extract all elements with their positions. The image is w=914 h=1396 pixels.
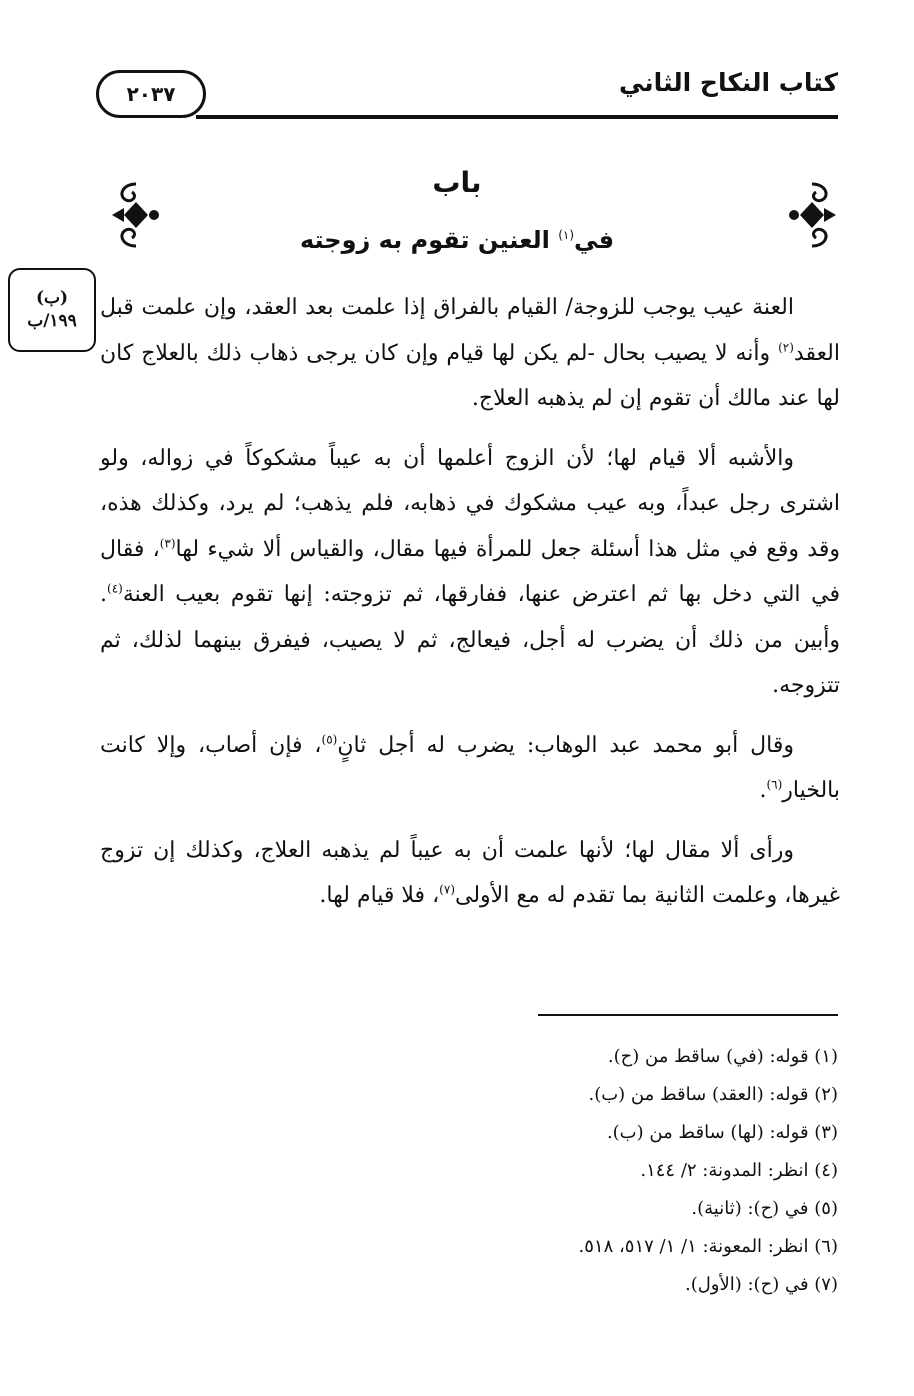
ornament-left-icon [108,180,164,250]
footnote: (٧) في (ح): (الأول). [684,1274,838,1295]
page-number-badge [96,70,206,118]
paragraph [100,723,840,814]
chapter-title-prefix: في [574,226,615,254]
footnote-ref: (٦) [766,777,783,792]
paragraph-text: ، فلا قيام لها. [319,883,440,908]
footnote-ref: (٤) [107,581,123,596]
footnote-ref: (٥) [321,732,338,747]
paragraph-text: ورأى ألا مقال لها؛ لأنها علمت أن به عيباً لم يذهبه العلاج، وكذلك إن تزوج غيرها، وعلمت الثانية بما تقدم له مع الأولى [100,837,840,908]
paragraph-text: العنة عيب يوجب للزوجة/ القيام بالفراق إذا علمت بعد العقد، وإن علمت قبل العقد [100,295,840,366]
manuscript-margin-ref [8,268,96,352]
footnote: (٤) انظر: المدونة: ٢/ ١٤٤. [640,1160,838,1181]
footnote: (٦) انظر: المعونة: ١/ ١/ ٥١٧، ٥١٨. [578,1236,838,1257]
paragraph [100,828,840,919]
paragraph-text: والأشبه ألا قيام لها؛ لأن الزوج أعلمها أن به عيباً مشكوكاً في زواله، ولو اشترى رجل عبداً، وبه عيب مشكوك في ذهابه، فلم يذهب؛ لم يرد، وكذلك هذه، وقد وقع في مثل هذا أسئلة جعل للمرأة فيها مقال، والقياس ألا شيء لها [100,445,840,562]
paragraph-text: . [759,778,767,803]
paragraph-text: . وأبين من ذلك أن يضرب له أجل، فيعالج، ثم لا يصيب، فيفرق بينهما لذلك، ثم تتزوجه. [100,582,840,698]
margin-ref-line1: (ب) [35,288,69,309]
body-text [100,285,840,933]
paragraph [100,436,840,709]
book-title: كتاب النكاح الثاني [619,68,838,97]
paragraph-text: ، فإن أصاب، وإلا كانت بالخيار [100,732,840,803]
footnote-ref: (٢) [778,340,794,355]
paragraph-text: وقال أبو محمد عبد الوهاب: يضرب له أجل ثانٍ [337,732,794,758]
paragraph-text: ، فقال في التي دخل بها ثم اعترض عنها، ففارقها، ثم تزوجته: إنها تقوم بعيب العنة [100,536,840,607]
page-number: ٢٠٣٧ [126,82,176,106]
chapter-title-text: العنين تقوم به زوجته [299,226,550,254]
footnote-divider [538,1014,838,1016]
footnote: (٥) في (ح): (ثانية). [691,1198,838,1219]
paragraph [100,285,840,422]
header-rule [196,115,838,119]
paragraph-text: وأنه لا يصيب بحال -لم يكن لها قيام وإن كان يرجى ذهاب ذلك بالعلاج كان لها عند مالك أن تقوم إن لم يذهبه العلاج. [100,340,840,411]
page-header [86,62,838,122]
footnote: (٣) قوله: (لها) ساقط من (ب). [606,1122,838,1143]
ornament-right-icon [784,180,840,250]
footnotes [100,1038,838,1304]
footnote-ref: (١) [558,228,575,242]
footnote-ref: (٧) [439,882,455,897]
chapter-heading: باب [432,166,482,199]
footnote: (١) قوله: (في) ساقط من (ح). [607,1046,838,1067]
footnote: (٢) قوله: (العقد) ساقط من (ب). [588,1084,838,1105]
margin-ref-line2: ١٩٩/ب [27,311,77,331]
footnote-ref: (٣) [159,536,176,551]
chapter-title [200,226,714,254]
